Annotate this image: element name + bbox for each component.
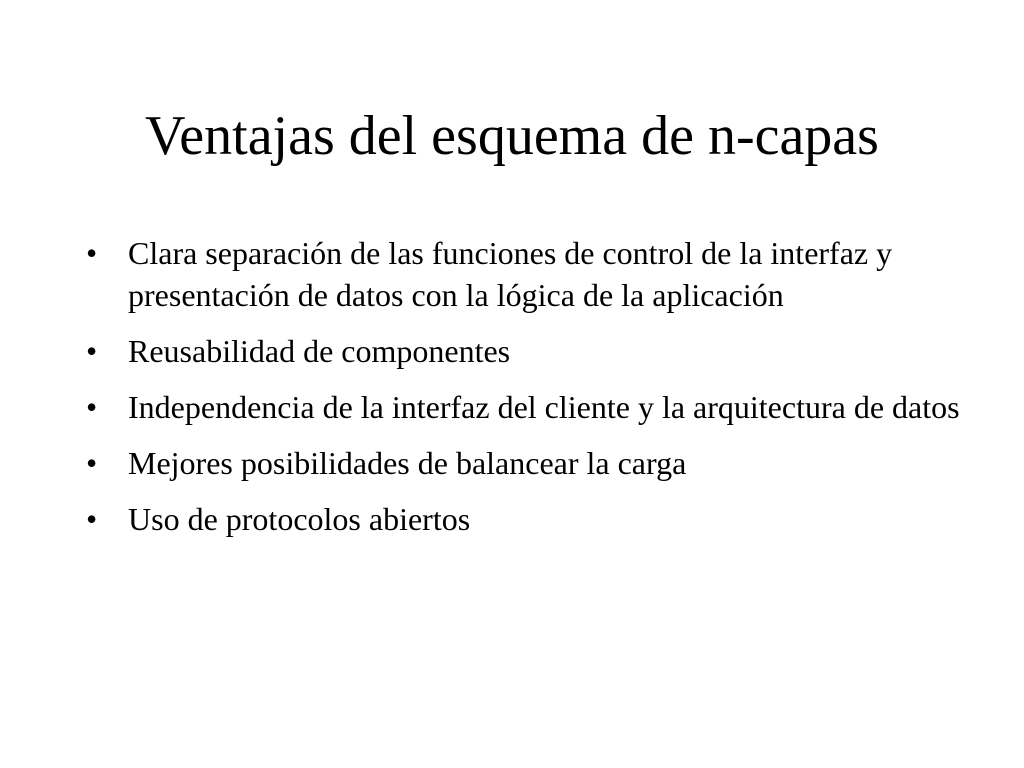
bullet-item — [86, 442, 966, 484]
bullet-item — [86, 386, 966, 428]
bullet-icon: • — [86, 501, 98, 537]
bullet-list — [86, 232, 966, 554]
bullet-item — [86, 232, 966, 316]
bullet-item — [86, 330, 966, 372]
bullet-icon: • — [86, 235, 98, 271]
bullet-item — [86, 498, 966, 540]
bullet-text: Reusabilidad de componentes — [128, 333, 511, 369]
bullet-icon: • — [86, 445, 98, 481]
bullet-text: Independencia de la interfaz del cliente y la arquitectura de datos — [128, 389, 960, 425]
bullet-icon: • — [86, 333, 98, 369]
bullet-text: Clara separación de las funciones de control de la interfaz y presentación de datos con la lógica de la aplicación — [128, 235, 893, 313]
bullet-text: Mejores posibilidades de balancear la carga — [128, 445, 687, 481]
slide-title: Ventajas del esquema de n-capas — [145, 105, 879, 167]
bullet-icon: • — [86, 389, 98, 425]
bullet-text: Uso de protocolos abiertos — [128, 501, 471, 537]
